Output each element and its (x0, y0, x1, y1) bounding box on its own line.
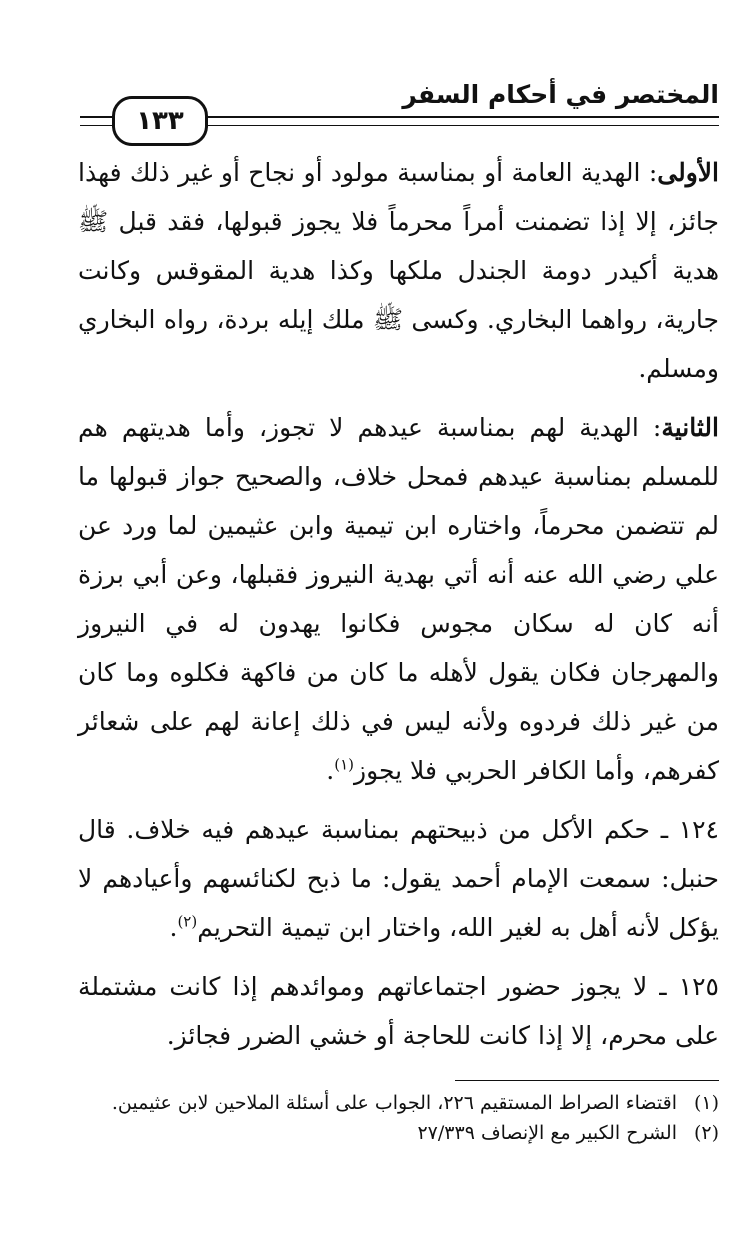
paragraph-125 (78, 962, 719, 1060)
footnote-ref: (٢) (177, 912, 198, 931)
body-text (78, 148, 719, 1070)
paragraph-first (78, 148, 719, 393)
paragraph-second (78, 403, 719, 795)
footnotes (60, 1088, 719, 1148)
footnote-text: الشرح الكبير مع الإنصاف ٢٧/٣٣٩ (417, 1122, 677, 1144)
paragraph-text: : الهدية العامة أو بمناسبة مولود أو نجاح أو غير ذلك فهذا جائز، إلا إذا تضمنت أمراً محرماً فلا يجوز قبولها، فقد قبل ﷺ هدية أكيدر دومة الجندل ملكها وكذا هدية المقوقس وكانت جارية، رواهما البخاري. وكسى ﷺ ملك إيله بردة، رواه البخاري ومسلم. (78, 158, 719, 383)
paragraph-text: : الهدية لهم بمناسبة عيدهم لا تجوز، وأما هديتهم هم للمسلم بمناسبة عيدهم فمحل خلاف، والصحيح جواز قبولها ما لم تتضمن محرماً، واختاره ابن تيمية وابن عثيمين لما ورد عن علي رضي الله عنه أنه أتي بهدية النيروز فقبلها، وعن أبي برزة أنه كان له سكان مجوس فكانوا يهدون له في النيروز والمهرجان فكان يقول لأهله ما كان من فاكهة فكلوه وما كان من غير ذلك فردوه ولأنه ليس في ذلك إعانة لهم على شعائر كفرهم، وأما الكافر الحربي فلا يجوز (78, 413, 719, 785)
footnote-number: (١) (693, 1092, 719, 1114)
footnote-rule (455, 1080, 719, 1081)
running-title: المختصر في أحكام السفر (402, 80, 719, 109)
paragraph-124 (78, 805, 719, 952)
footnote-ref: (١) (334, 755, 355, 774)
paragraph-text: ١٢٥ ـ لا يجوز حضور اجتماعاتهم وموائدهم إذا كانت مشتملة على محرم، إلا إذا كانت للحاجة أو خشي الضرر فجائز. (78, 972, 719, 1050)
paragraph-end: . (169, 913, 178, 942)
footnote-2 (60, 1118, 719, 1148)
paragraph-label: الثانية (661, 413, 719, 442)
page-number: ١٣٣ (112, 96, 208, 146)
footnote-text: اقتضاء الصراط المستقيم ٢٢٦، الجواب على أسئلة الملاحين لابن عثيمين. (111, 1092, 677, 1114)
footnote-number: (٢) (693, 1122, 719, 1144)
paragraph-text: ١٢٤ ـ حكم الأكل من ذبيحتهم بمناسبة عيدهم فيه خلاف. قال حنبل: سمعت الإمام أحمد يقول: ما ذبح لكنائسهم وأعيادهم لا يؤكل لأنه أهل به لغير الله، واختار ابن تيمية التحريم (78, 815, 719, 942)
footnote-1 (60, 1088, 719, 1118)
paragraph-label: الأولى (657, 158, 719, 187)
paragraph-end: . (326, 756, 335, 785)
